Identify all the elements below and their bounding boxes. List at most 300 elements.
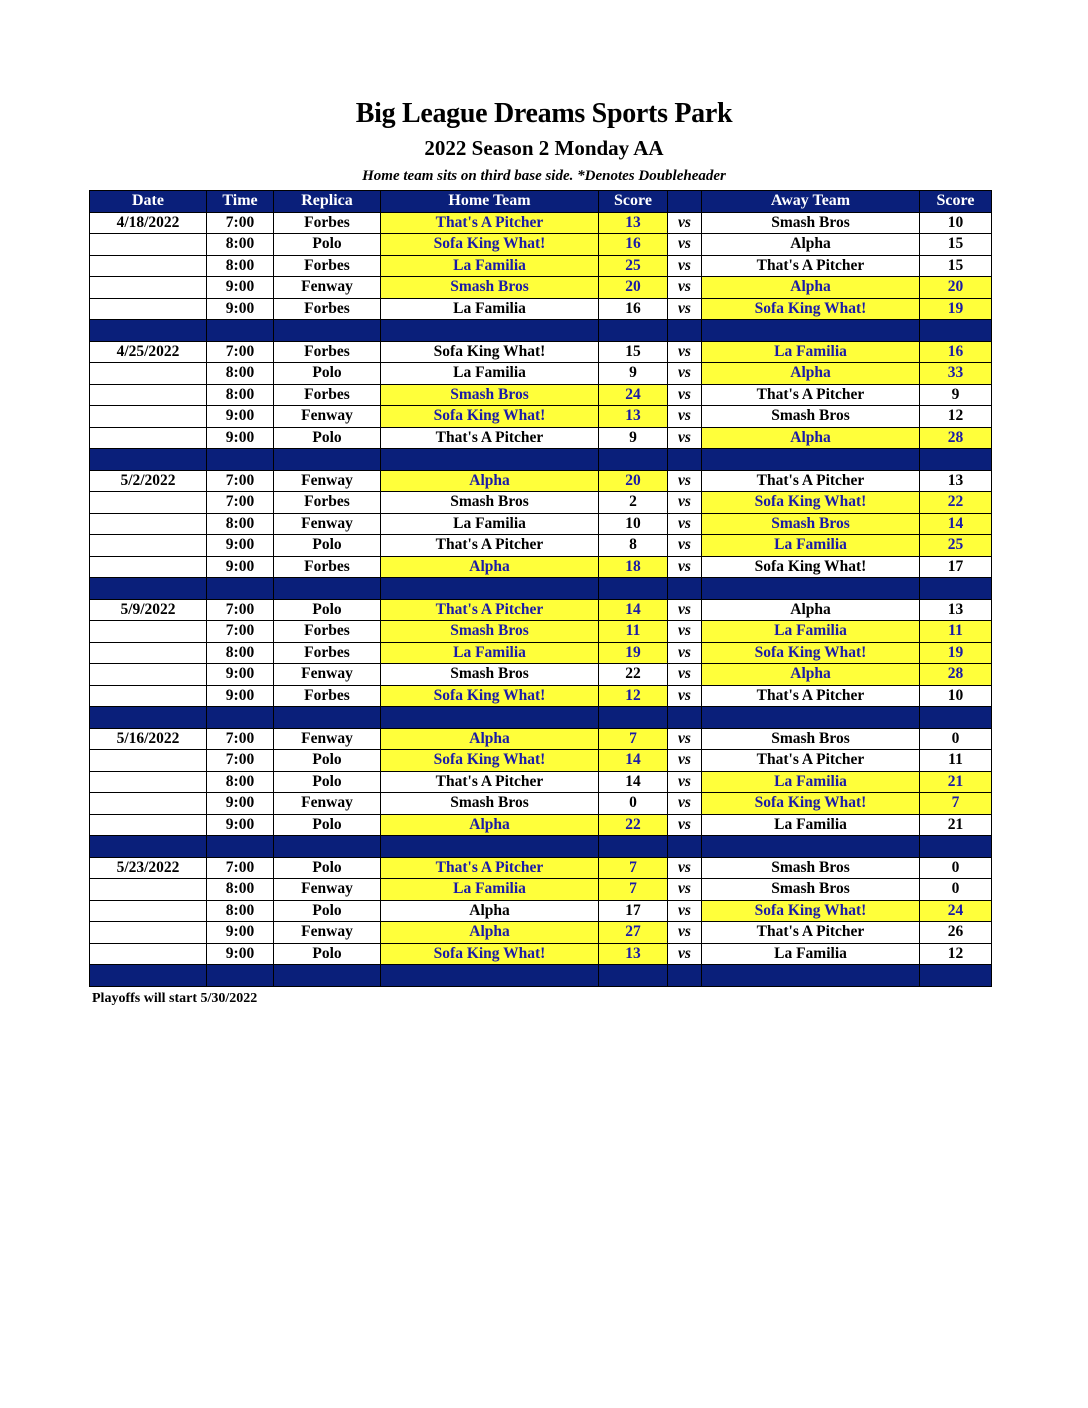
week-separator-row — [90, 320, 992, 342]
date-cell: 5/2/2022 — [90, 470, 207, 492]
separator-cell — [90, 449, 207, 471]
table-row — [90, 642, 992, 664]
separator-cell — [381, 707, 599, 729]
separator-cell — [90, 320, 207, 342]
table-row — [90, 771, 992, 793]
away-score-cell: 10 — [920, 685, 992, 707]
replica-cell: Forbes — [274, 556, 381, 578]
away-score-cell: 12 — [920, 406, 992, 428]
replica-cell: Forbes — [274, 212, 381, 234]
home-team-cell: Sofa King What! — [381, 341, 599, 363]
date-cell — [90, 814, 207, 836]
time-cell: 9:00 — [207, 277, 274, 299]
away-team-cell: La Familia — [702, 943, 920, 965]
replica-cell: Fenway — [274, 922, 381, 944]
separator-cell — [207, 449, 274, 471]
separator-cell — [599, 578, 668, 600]
away-team-cell: Sofa King What! — [702, 793, 920, 815]
away-score-cell: 0 — [920, 879, 992, 901]
home-score-cell: 22 — [599, 814, 668, 836]
replica-cell: Polo — [274, 750, 381, 772]
table-row — [90, 341, 992, 363]
vs-cell: vs — [668, 922, 702, 944]
vs-cell: vs — [668, 427, 702, 449]
table-row — [90, 750, 992, 772]
away-score-cell: 12 — [920, 943, 992, 965]
separator-cell — [207, 707, 274, 729]
vs-cell: vs — [668, 535, 702, 557]
week-separator-row — [90, 836, 992, 858]
home-team-cell: Smash Bros — [381, 621, 599, 643]
separator-cell — [381, 449, 599, 471]
separator-cell — [702, 320, 920, 342]
date-cell — [90, 900, 207, 922]
replica-cell: Forbes — [274, 255, 381, 277]
separator-cell — [702, 836, 920, 858]
replica-cell: Polo — [274, 943, 381, 965]
home-score-cell: 13 — [599, 212, 668, 234]
vs-cell: vs — [668, 664, 702, 686]
separator-cell — [274, 707, 381, 729]
time-cell: 8:00 — [207, 642, 274, 664]
away-team-cell: Smash Bros — [702, 857, 920, 879]
date-cell — [90, 556, 207, 578]
table-row — [90, 922, 992, 944]
home-team-cell: La Familia — [381, 255, 599, 277]
replica-cell: Forbes — [274, 685, 381, 707]
date-cell — [90, 277, 207, 299]
time-cell: 9:00 — [207, 943, 274, 965]
replica-cell: Polo — [274, 771, 381, 793]
replica-cell: Fenway — [274, 879, 381, 901]
home-team-cell: La Familia — [381, 879, 599, 901]
schedule-note: Home team sits on third base side. *Denotes Doubleheader — [362, 168, 726, 184]
home-score-cell: 14 — [599, 599, 668, 621]
vs-cell: vs — [668, 814, 702, 836]
home-score-cell: 12 — [599, 685, 668, 707]
col-header-home-team: Home Team — [381, 191, 599, 213]
home-score-cell: 7 — [599, 857, 668, 879]
separator-cell — [920, 707, 992, 729]
separator-cell — [90, 836, 207, 858]
home-score-cell: 0 — [599, 793, 668, 815]
separator-cell — [599, 320, 668, 342]
away-score-cell: 0 — [920, 857, 992, 879]
table-row — [90, 513, 992, 535]
home-team-cell: That's A Pitcher — [381, 857, 599, 879]
table-row — [90, 728, 992, 750]
replica-cell: Polo — [274, 900, 381, 922]
separator-cell — [702, 707, 920, 729]
replica-cell: Polo — [274, 427, 381, 449]
separator-cell — [920, 578, 992, 600]
table-row — [90, 685, 992, 707]
time-cell: 9:00 — [207, 922, 274, 944]
away-score-cell: 14 — [920, 513, 992, 535]
away-score-cell: 13 — [920, 599, 992, 621]
time-cell: 8:00 — [207, 513, 274, 535]
away-score-cell: 21 — [920, 771, 992, 793]
away-score-cell: 19 — [920, 642, 992, 664]
separator-cell — [668, 965, 702, 987]
home-score-cell: 25 — [599, 255, 668, 277]
vs-cell: vs — [668, 255, 702, 277]
away-score-cell: 20 — [920, 277, 992, 299]
vs-cell: vs — [668, 234, 702, 256]
table-row — [90, 363, 992, 385]
week-separator-row — [90, 578, 992, 600]
away-team-cell: Alpha — [702, 664, 920, 686]
away-score-cell: 17 — [920, 556, 992, 578]
home-team-cell: Alpha — [381, 728, 599, 750]
col-header-replica: Replica — [274, 191, 381, 213]
vs-cell: vs — [668, 492, 702, 514]
time-cell: 9:00 — [207, 427, 274, 449]
home-team-cell: La Familia — [381, 363, 599, 385]
col-header-away-team: Away Team — [702, 191, 920, 213]
table-row — [90, 212, 992, 234]
replica-cell: Fenway — [274, 793, 381, 815]
date-cell — [90, 943, 207, 965]
away-score-cell: 22 — [920, 492, 992, 514]
away-score-cell: 21 — [920, 814, 992, 836]
time-cell: 7:00 — [207, 621, 274, 643]
home-score-cell: 10 — [599, 513, 668, 535]
date-cell: 5/9/2022 — [90, 599, 207, 621]
date-cell: 4/25/2022 — [90, 341, 207, 363]
home-score-cell: 20 — [599, 470, 668, 492]
vs-cell: vs — [668, 341, 702, 363]
home-score-cell: 14 — [599, 771, 668, 793]
vs-cell: vs — [668, 277, 702, 299]
time-cell: 9:00 — [207, 793, 274, 815]
replica-cell: Forbes — [274, 642, 381, 664]
vs-cell: vs — [668, 771, 702, 793]
table-row — [90, 427, 992, 449]
separator-cell — [668, 320, 702, 342]
time-cell: 7:00 — [207, 341, 274, 363]
table-row — [90, 943, 992, 965]
vs-cell: vs — [668, 599, 702, 621]
date-cell — [90, 621, 207, 643]
date-cell — [90, 879, 207, 901]
date-cell — [90, 255, 207, 277]
date-cell: 5/16/2022 — [90, 728, 207, 750]
table-row — [90, 857, 992, 879]
replica-cell: Polo — [274, 535, 381, 557]
vs-cell: vs — [668, 900, 702, 922]
col-header-date: Date — [90, 191, 207, 213]
vs-cell: vs — [668, 943, 702, 965]
home-team-cell: That's A Pitcher — [381, 599, 599, 621]
separator-cell — [381, 965, 599, 987]
away-team-cell: Alpha — [702, 427, 920, 449]
separator-cell — [207, 320, 274, 342]
home-team-cell: Sofa King What! — [381, 943, 599, 965]
away-team-cell: Sofa King What! — [702, 298, 920, 320]
home-score-cell: 9 — [599, 363, 668, 385]
table-row — [90, 406, 992, 428]
away-team-cell: Sofa King What! — [702, 900, 920, 922]
home-score-cell: 13 — [599, 406, 668, 428]
home-team-cell: Smash Bros — [381, 664, 599, 686]
separator-cell — [90, 707, 207, 729]
table-row — [90, 814, 992, 836]
table-row — [90, 470, 992, 492]
schedule-body — [90, 212, 992, 986]
time-cell: 8:00 — [207, 879, 274, 901]
home-score-cell: 16 — [599, 298, 668, 320]
away-score-cell: 11 — [920, 750, 992, 772]
separator-cell — [599, 449, 668, 471]
away-team-cell: That's A Pitcher — [702, 255, 920, 277]
time-cell: 9:00 — [207, 664, 274, 686]
away-team-cell: Alpha — [702, 599, 920, 621]
away-team-cell: La Familia — [702, 771, 920, 793]
home-team-cell: Smash Bros — [381, 492, 599, 514]
away-score-cell: 15 — [920, 255, 992, 277]
date-cell — [90, 685, 207, 707]
home-score-cell: 9 — [599, 427, 668, 449]
table-row — [90, 879, 992, 901]
vs-cell: vs — [668, 750, 702, 772]
separator-cell — [599, 965, 668, 987]
time-cell: 9:00 — [207, 556, 274, 578]
date-cell — [90, 535, 207, 557]
separator-cell — [599, 707, 668, 729]
time-cell: 7:00 — [207, 728, 274, 750]
date-cell — [90, 406, 207, 428]
away-score-cell: 13 — [920, 470, 992, 492]
table-header-row — [90, 191, 992, 213]
vs-cell: vs — [668, 685, 702, 707]
away-score-cell: 16 — [920, 341, 992, 363]
time-cell: 7:00 — [207, 212, 274, 234]
home-team-cell: That's A Pitcher — [381, 771, 599, 793]
separator-cell — [702, 578, 920, 600]
away-score-cell: 33 — [920, 363, 992, 385]
home-team-cell: Smash Bros — [381, 277, 599, 299]
date-cell — [90, 513, 207, 535]
time-cell: 7:00 — [207, 492, 274, 514]
vs-cell: vs — [668, 556, 702, 578]
separator-cell — [381, 836, 599, 858]
replica-cell: Fenway — [274, 728, 381, 750]
home-team-cell: That's A Pitcher — [381, 212, 599, 234]
away-team-cell: Smash Bros — [702, 879, 920, 901]
time-cell: 8:00 — [207, 900, 274, 922]
away-score-cell: 19 — [920, 298, 992, 320]
home-score-cell: 24 — [599, 384, 668, 406]
replica-cell: Fenway — [274, 664, 381, 686]
home-score-cell: 13 — [599, 943, 668, 965]
home-score-cell: 16 — [599, 234, 668, 256]
home-score-cell: 11 — [599, 621, 668, 643]
separator-cell — [920, 449, 992, 471]
separator-cell — [274, 578, 381, 600]
separator-cell — [381, 578, 599, 600]
vs-cell: vs — [668, 879, 702, 901]
separator-cell — [274, 449, 381, 471]
separator-cell — [90, 965, 207, 987]
table-row — [90, 664, 992, 686]
replica-cell: Forbes — [274, 341, 381, 363]
home-team-cell: Sofa King What! — [381, 406, 599, 428]
week-separator-row — [90, 965, 992, 987]
away-score-cell: 24 — [920, 900, 992, 922]
date-cell — [90, 664, 207, 686]
home-team-cell: Sofa King What! — [381, 234, 599, 256]
separator-cell — [207, 836, 274, 858]
away-team-cell: Sofa King What! — [702, 556, 920, 578]
time-cell: 9:00 — [207, 814, 274, 836]
date-cell — [90, 234, 207, 256]
date-cell — [90, 771, 207, 793]
date-cell — [90, 427, 207, 449]
time-cell: 8:00 — [207, 234, 274, 256]
home-team-cell: Sofa King What! — [381, 685, 599, 707]
away-team-cell: La Familia — [702, 535, 920, 557]
date-cell — [90, 922, 207, 944]
table-row — [90, 793, 992, 815]
home-team-cell: La Familia — [381, 642, 599, 664]
col-header-vs — [668, 191, 702, 213]
time-cell: 7:00 — [207, 599, 274, 621]
away-team-cell: Smash Bros — [702, 406, 920, 428]
replica-cell: Forbes — [274, 298, 381, 320]
away-team-cell: Alpha — [702, 234, 920, 256]
away-team-cell: Alpha — [702, 363, 920, 385]
date-cell: 4/18/2022 — [90, 212, 207, 234]
away-team-cell: Sofa King What! — [702, 492, 920, 514]
table-row — [90, 621, 992, 643]
replica-cell: Polo — [274, 599, 381, 621]
separator-cell — [207, 578, 274, 600]
date-cell — [90, 793, 207, 815]
time-cell: 8:00 — [207, 363, 274, 385]
replica-cell: Polo — [274, 814, 381, 836]
separator-cell — [702, 449, 920, 471]
vs-cell: vs — [668, 363, 702, 385]
date-cell — [90, 363, 207, 385]
table-row — [90, 599, 992, 621]
table-row — [90, 298, 992, 320]
home-team-cell: La Familia — [381, 298, 599, 320]
replica-cell: Forbes — [274, 492, 381, 514]
date-cell — [90, 298, 207, 320]
away-team-cell: That's A Pitcher — [702, 922, 920, 944]
date-cell — [90, 384, 207, 406]
schedule-table — [89, 190, 992, 987]
replica-cell: Polo — [274, 363, 381, 385]
date-cell: 5/23/2022 — [90, 857, 207, 879]
away-team-cell: La Familia — [702, 341, 920, 363]
home-team-cell: Smash Bros — [381, 384, 599, 406]
separator-cell — [599, 836, 668, 858]
time-cell: 9:00 — [207, 406, 274, 428]
time-cell: 9:00 — [207, 535, 274, 557]
separator-cell — [668, 836, 702, 858]
table-row — [90, 277, 992, 299]
replica-cell: Fenway — [274, 513, 381, 535]
away-score-cell: 25 — [920, 535, 992, 557]
separator-cell — [90, 578, 207, 600]
separator-cell — [381, 320, 599, 342]
replica-cell: Forbes — [274, 384, 381, 406]
home-team-cell: Smash Bros — [381, 793, 599, 815]
table-row — [90, 234, 992, 256]
home-score-cell: 27 — [599, 922, 668, 944]
home-team-cell: Alpha — [381, 922, 599, 944]
vs-cell: vs — [668, 513, 702, 535]
vs-cell: vs — [668, 621, 702, 643]
separator-cell — [274, 965, 381, 987]
col-header-home-score: Score — [599, 191, 668, 213]
replica-cell: Fenway — [274, 406, 381, 428]
home-team-cell: Alpha — [381, 470, 599, 492]
away-team-cell: Smash Bros — [702, 513, 920, 535]
replica-cell: Fenway — [274, 470, 381, 492]
home-score-cell: 8 — [599, 535, 668, 557]
home-score-cell: 22 — [599, 664, 668, 686]
time-cell: 8:00 — [207, 384, 274, 406]
home-score-cell: 2 — [599, 492, 668, 514]
away-team-cell: That's A Pitcher — [702, 384, 920, 406]
vs-cell: vs — [668, 793, 702, 815]
away-score-cell: 10 — [920, 212, 992, 234]
away-team-cell: Smash Bros — [702, 212, 920, 234]
away-score-cell: 11 — [920, 621, 992, 643]
table-row — [90, 255, 992, 277]
vs-cell: vs — [668, 642, 702, 664]
home-team-cell: That's A Pitcher — [381, 535, 599, 557]
home-score-cell: 7 — [599, 728, 668, 750]
date-cell — [90, 492, 207, 514]
home-team-cell: La Familia — [381, 513, 599, 535]
table-row — [90, 556, 992, 578]
home-score-cell: 7 — [599, 879, 668, 901]
home-team-cell: That's A Pitcher — [381, 427, 599, 449]
home-score-cell: 17 — [599, 900, 668, 922]
separator-cell — [207, 965, 274, 987]
separator-cell — [668, 707, 702, 729]
time-cell: 8:00 — [207, 255, 274, 277]
away-team-cell: Alpha — [702, 277, 920, 299]
home-team-cell: Alpha — [381, 814, 599, 836]
vs-cell: vs — [668, 470, 702, 492]
home-score-cell: 19 — [599, 642, 668, 664]
table-row — [90, 492, 992, 514]
table-row — [90, 384, 992, 406]
away-score-cell: 7 — [920, 793, 992, 815]
time-cell: 7:00 — [207, 857, 274, 879]
replica-cell: Polo — [274, 234, 381, 256]
time-cell: 7:00 — [207, 750, 274, 772]
col-header-away-score: Score — [920, 191, 992, 213]
col-header-time: Time — [207, 191, 274, 213]
away-team-cell: Smash Bros — [702, 728, 920, 750]
away-team-cell: That's A Pitcher — [702, 685, 920, 707]
separator-cell — [920, 836, 992, 858]
week-separator-row — [90, 449, 992, 471]
separator-cell — [274, 836, 381, 858]
table-row — [90, 535, 992, 557]
date-cell — [90, 642, 207, 664]
separator-cell — [668, 449, 702, 471]
home-team-cell: Alpha — [381, 556, 599, 578]
separator-cell — [920, 965, 992, 987]
away-score-cell: 28 — [920, 427, 992, 449]
